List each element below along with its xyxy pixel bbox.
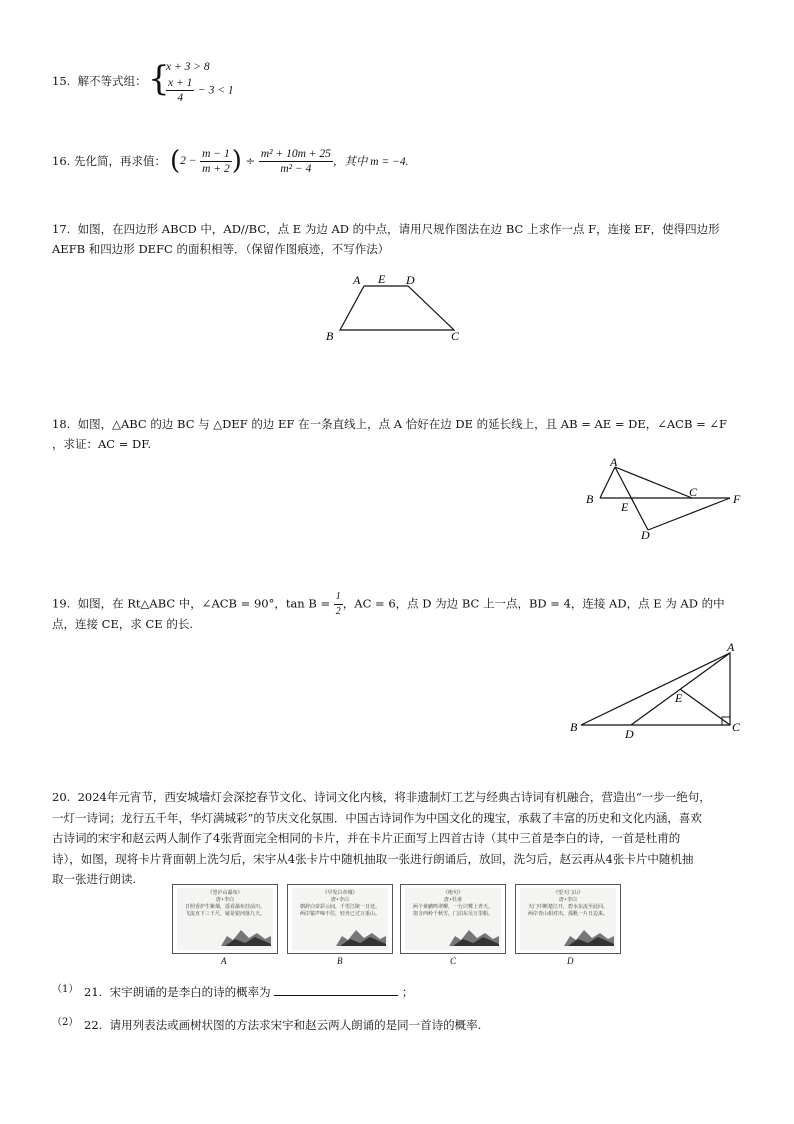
poem-card-c [400,884,506,954]
ink-landscape-icon [336,924,386,946]
q17-text: 17. 如图，在四边形 ABCD 中，AD//BC，点 E 为边 AD 的中点，请用尺规作图法在边 BC 上求作一点 F，连接 EF，使得四边形 AEFB 和四边形 DEFC 的面积相等．（保留作图痕迹，不写作法） [52,222,720,256]
q18-label-b: B [586,492,594,506]
card-line: 两岸青山相对出，孤帆一片日边来。 [527,911,608,917]
card-author: 唐•李白 [331,897,349,903]
answer-blank[interactable] [274,985,398,996]
card-label-d: D [567,956,574,966]
q18-label-c: C [689,485,698,499]
card-author: 唐•李白 [216,897,234,903]
q15-brace: { [148,59,170,99]
q18-label-a: A [610,455,618,469]
q17-trapezoid [340,286,454,330]
q18-figure [580,455,750,547]
card-title: 《早发白帝城》 [322,890,358,896]
q19-label-e: E [675,691,683,705]
card-line: 天门中断楚江开，碧水东流至此回。 [527,904,608,910]
poem-card-b [287,884,393,954]
q17-label-a: A [353,273,361,287]
poem-card-a [172,884,278,954]
card-author: 唐•李白 [559,897,577,903]
card-label-a: A [221,956,227,966]
ink-landscape-icon [221,924,271,946]
q18-line-df [648,498,730,530]
ink-landscape-icon [564,924,614,946]
q15-ineq2: $\frac{x + 1}{4}$ − 3 < 1 [168,77,234,104]
q18-line-ac [615,467,692,498]
q18-label-d: D [641,528,650,542]
q19-label-b: B [570,720,578,734]
card-title: 《望庐山瀑布》 [207,890,243,896]
card-label-b: B [337,956,343,966]
q19-line2: 点，连接 CE，求 CE 的长. [52,617,194,631]
card-line: 两个黄鹂鸣翠柳，一行白鹭上青天。 [412,904,493,910]
q19-line1: 19. 如图，在 Rt△ABC 中，∠ACB = 90°，tan B = $\frac{1}{2}$ ，AC = 6，点 D 为边 BC 上一点，BD = 4，连接 AD，点 E 为 AD 的中 [52,591,725,617]
card-title: 《绝句》 [442,890,463,896]
card-line: 两岸猿声啼不住，轻舟已过万重山。 [299,911,380,917]
card-title: 《望天门山》 [552,890,583,896]
card-line: 日照香炉生紫烟，遥看瀑布挂前川。 [184,904,265,910]
q20-text: 20. 2024年元宵节，西安城墙灯会深挖春节文化、诗词文化内核，将非遗制灯工艺与经典古诗词有机融合，营造出“一步一绝句， 一灯一诗词；龙行五千年，华灯满城彩”的节庆文化氛围．中国古诗词作为中国文化的瑰宝，承载了丰富的历史和文化内涵，喜欢 古诗词的宋宇和赵云两人制作了4张背面完全相同的卡片，并在卡片正面写上四首古诗（其中三首是李白的诗，一首是杜甫的 诗），如图，现将卡片背面朝上洗匀后，宋宇从4张卡片中随机抽取一张进行朗诵后，放回，洗匀后，赵云再从4张卡片中随机抽 取一张进行朗读. [52,790,711,886]
q18-line-ab [600,467,615,498]
sub2-line: 22. 请用列表法或画树状图的方法求宋宇和赵云两人朗诵的是同一首诗的概率. [84,1018,482,1032]
q17-label-c: C [451,329,460,343]
q18-text: 18. 如图，△ABC 的边 BC 与 △DEF 的边 EF 在一条直线上，点 A 恰好在边 DE 的延长线上，且 AB = AE = DE，∠ACB = ∠F ，求证：AC = DF. [52,417,727,451]
card-line: 朝辞白帝彩云间，千里江陵一日还。 [299,904,380,910]
q17-label-b: B [326,329,334,343]
poem-card-d [515,884,621,954]
q17-figure [320,268,470,348]
card-label-c: C [450,956,457,966]
q15-label: 15. 解不等式组： [52,74,147,88]
q16-line: 16. 先化简，再求值： ( 2 − $\frac{m - 1}{m + 2}$ ) ÷ $\frac{\text{m² + 10m + 25}}{\text{m² − 4}}$ ，其中 m = −4. [52,146,409,176]
q18-label-e: E [621,500,629,514]
q15-ineq1: x + 3 > 8 [166,61,210,73]
sub2-tag: （2） [52,1017,79,1028]
sub1-tag: （1） [52,984,79,995]
q19-triangle [581,653,730,725]
q17-label-d: D [406,273,415,287]
card-line: 飞流直下三千尺，疑是银河落九天。 [184,911,265,917]
q19-label-a: A [727,640,735,654]
q19-figure [565,638,750,740]
q18-label-f: F [733,492,741,506]
ink-landscape-icon [449,924,499,946]
card-line: 窗含西岭千秋雪，门泊东吴万里船。 [412,911,493,917]
sub1-line: 21. 宋宇朗诵的是李白的诗的概率为 ； [84,985,414,999]
q19-label-d: D [625,727,634,740]
q19-label-c: C [732,720,741,734]
card-author: 唐•杜甫 [444,897,462,903]
q17-label-e: E [378,272,386,286]
